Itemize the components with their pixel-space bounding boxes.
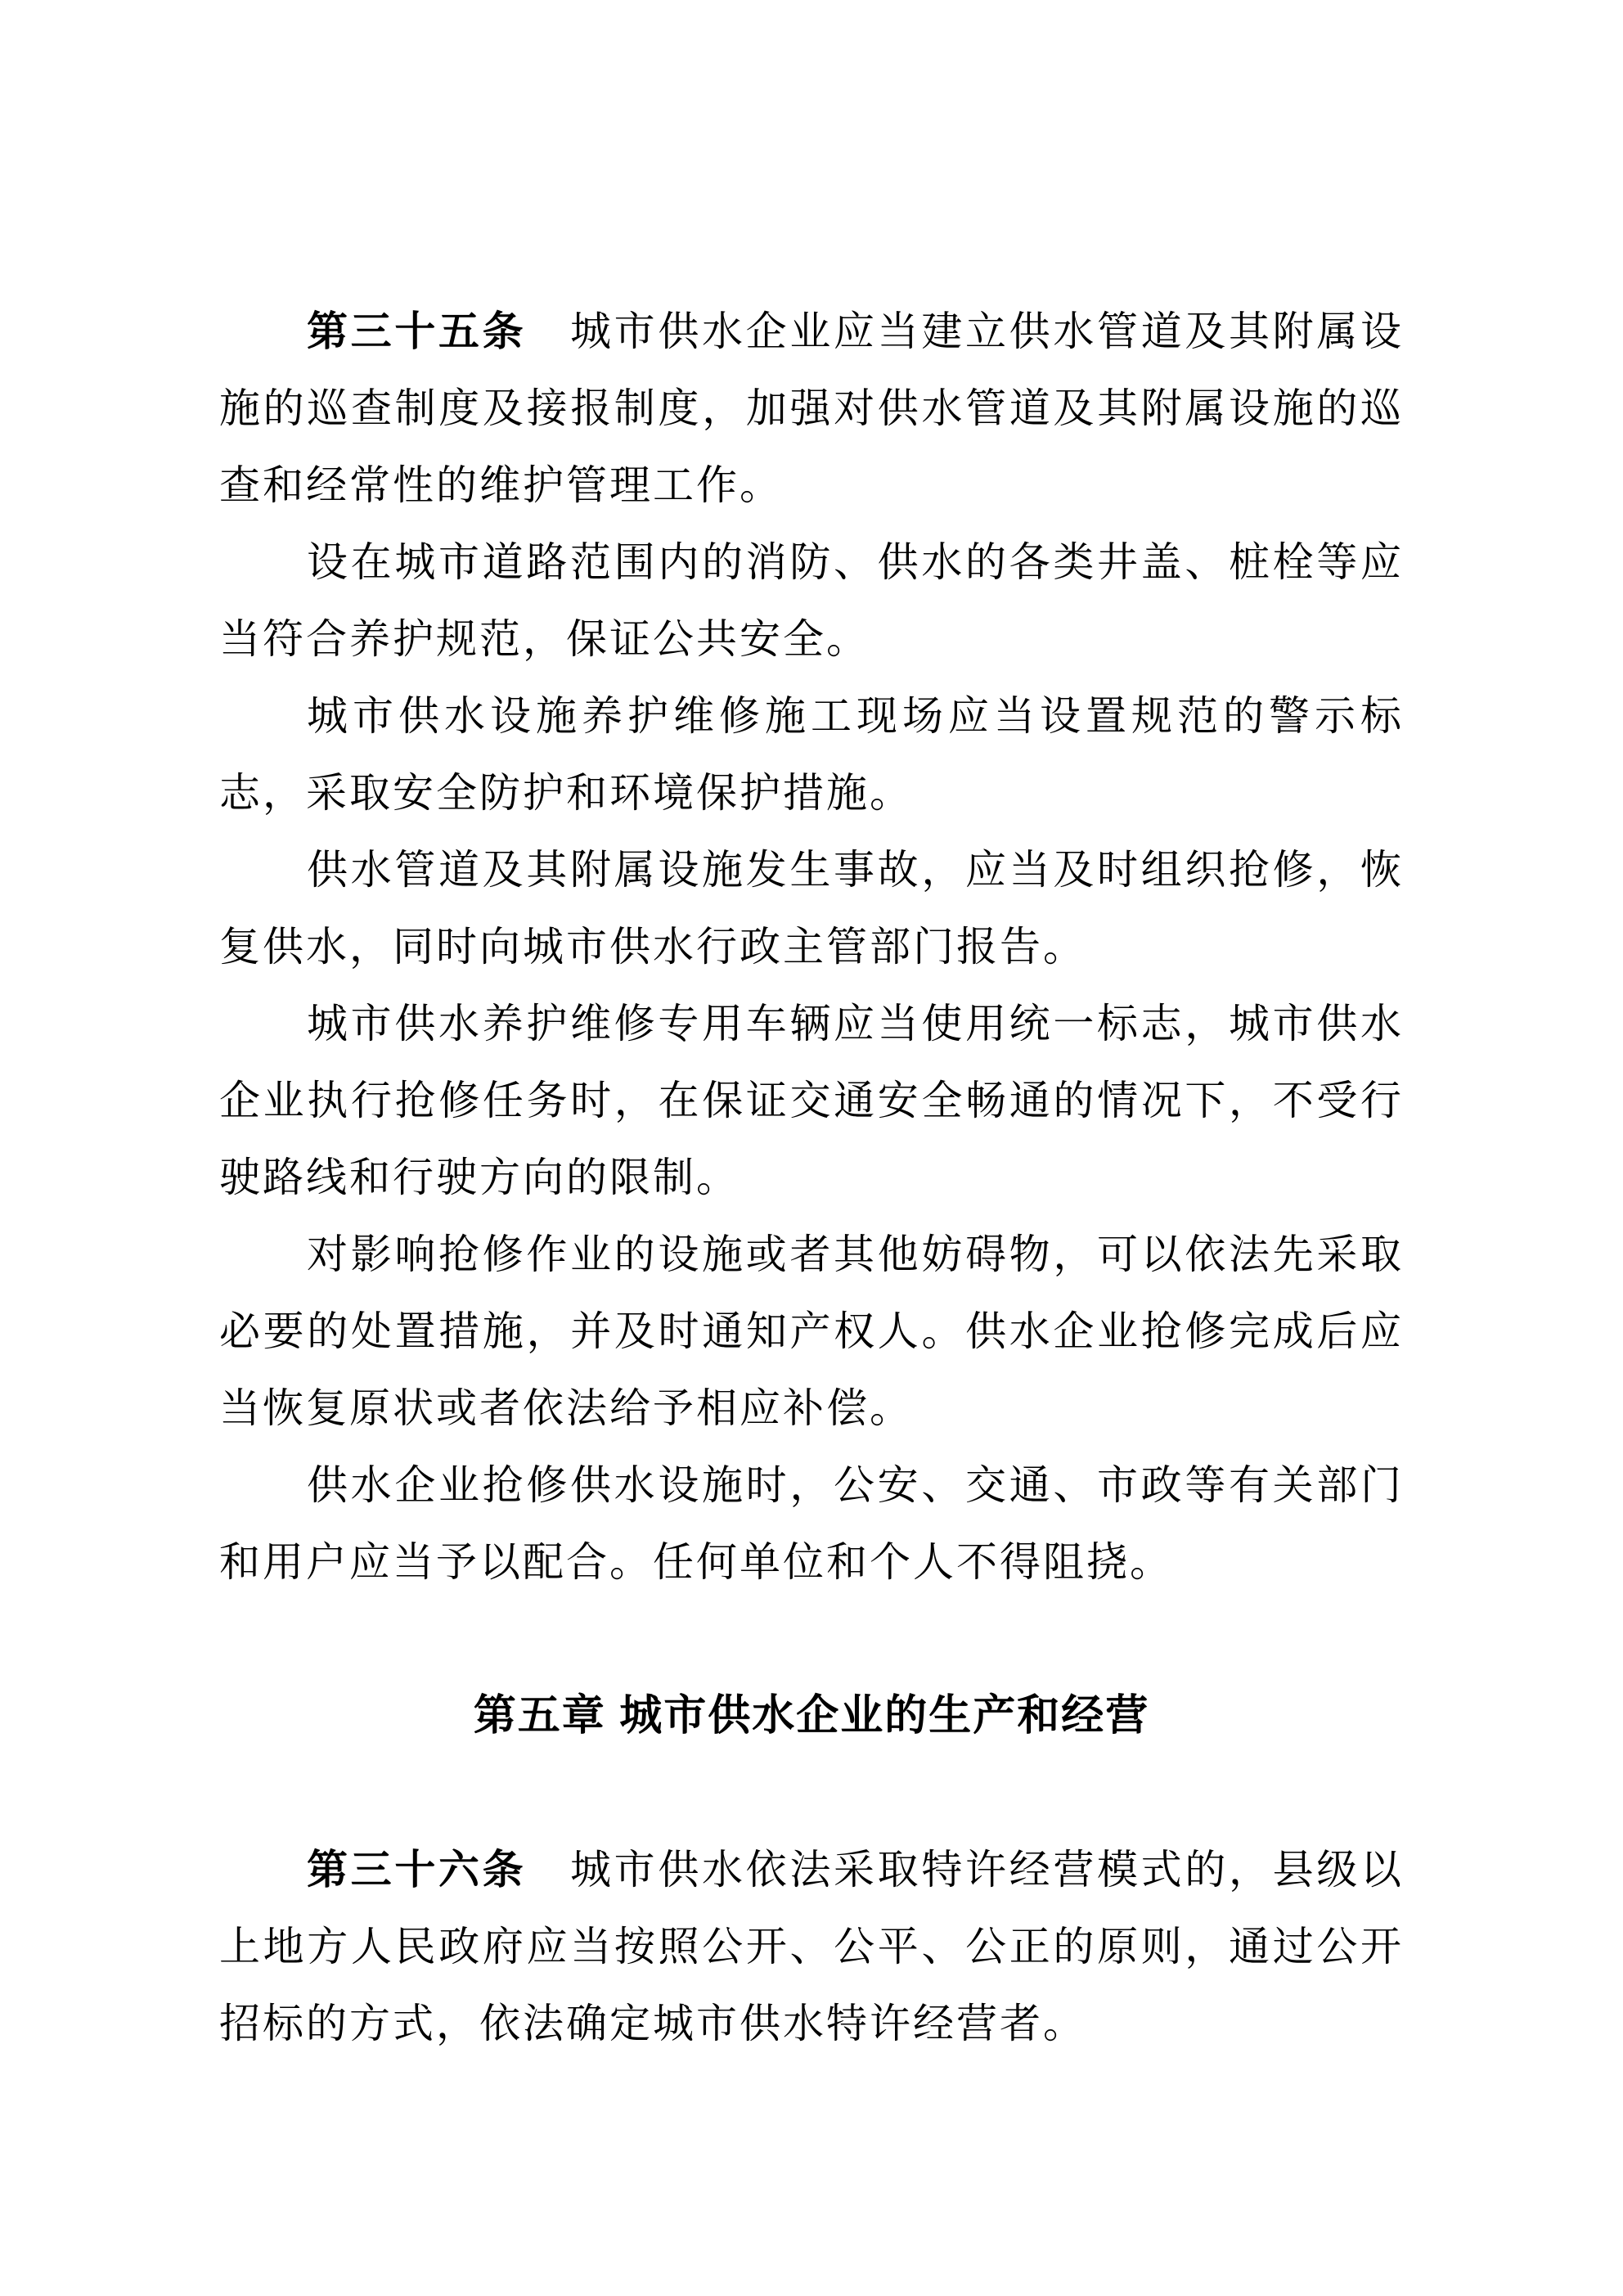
- article-35-paragraph-7: [219, 1447, 1404, 1600]
- article-number: 第三十六条: [307, 1847, 527, 1893]
- article-35-paragraph-6: [219, 1216, 1404, 1447]
- article-35-paragraph-1: [219, 293, 1404, 524]
- paragraph-text: 城市供水设施养护维修施工现场应当设置规范的警示标志，采取安全防护和环境保护措施。: [219, 693, 1404, 816]
- chapter-heading: 第五章 城市供水企业的生产和经营: [473, 1692, 1150, 1740]
- article-35-paragraph-4: [219, 831, 1404, 985]
- document-body: [219, 293, 1404, 2062]
- article-35-paragraph-3: [219, 678, 1404, 831]
- article-number: 第三十五条: [307, 308, 527, 354]
- article-35-paragraph-2: [219, 524, 1404, 678]
- article-36-paragraph-1: [219, 1831, 1404, 2062]
- paragraph-text: 设在城市道路范围内的消防、供水的各类井盖、桩栓等应当符合养护规范，保证公共安全。: [219, 539, 1404, 662]
- article-35-paragraph-5: [219, 985, 1404, 1216]
- paragraph-text: 对影响抢修作业的设施或者其他妨碍物，可以依法先采取必要的处置措施，并及时通知产权人。供水企业抢修完成后应当恢复原状或者依法给予相应补偿。: [219, 1231, 1404, 1431]
- paragraph-text: 城市供水企业应当建立供水管道及其附属设施的巡查制度及接报制度，加强对供水管道及其附属设施的巡查和经常性的维护管理工作。: [219, 308, 1405, 508]
- paragraph-text: 城市供水养护维修专用车辆应当使用统一标志，城市供水企业执行抢修任务时，在保证交通安全畅通的情况下，不受行驶路线和行驶方向的限制。: [219, 1001, 1404, 1200]
- paragraph-text: 供水管道及其附属设施发生事故，应当及时组织抢修，恢复供水，同时向城市供水行政主管部门报告。: [219, 847, 1404, 970]
- paragraph-text: 城市供水依法采取特许经营模式的，县级以上地方人民政府应当按照公开、公平、公正的原则，通过公开招标的方式，依法确定城市供水特许经营者。: [219, 1847, 1405, 2046]
- paragraph-text: 供水企业抢修供水设施时，公安、交通、市政等有关部门和用户应当予以配合。任何单位和个人不得阻挠。: [219, 1462, 1404, 1585]
